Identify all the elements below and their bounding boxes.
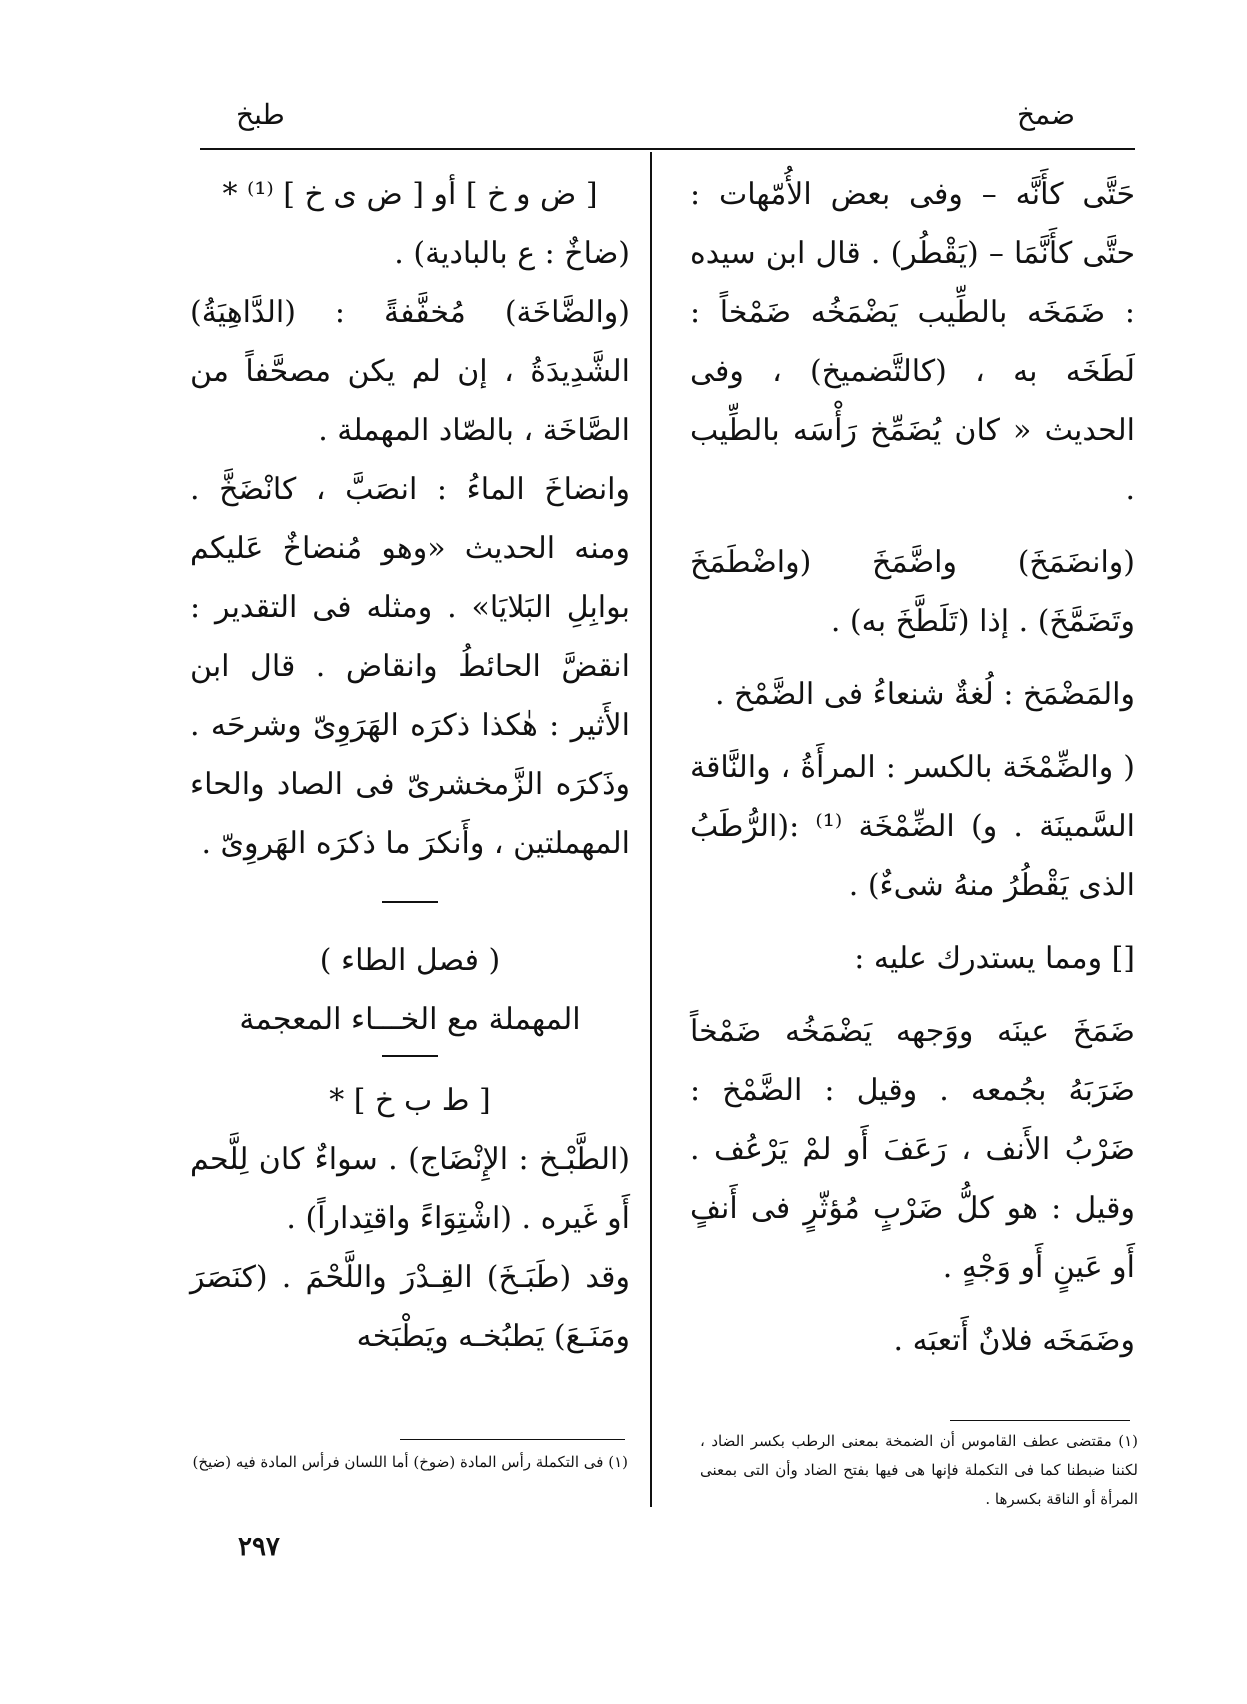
right-paragraph-4: ( والضِّمْخَة بالكسر : المرأَةُ ، والنَّاقة السَّمينَة . و) الضِّمْخَة ⁽¹⁾ :(الرُّطَبُ الذى يَقْطُرُ منهُ شىءٌ) .	[690, 750, 1135, 903]
header-left-word: طبخ	[236, 98, 285, 131]
footnote-rule-right	[950, 1420, 1130, 1421]
section-subtitle-rule	[382, 1055, 438, 1057]
entry-heading-tbkh: [ ط ب خ ] *	[329, 1083, 491, 1118]
left-paragraph-4: (الطَّبْـخ : الإِنْضَاج) . سواءٌ كان لِلَّحم أَو غَيره . (اشْتِوَاءً واقتِداراً) .	[190, 1142, 630, 1236]
right-paragraph-3: والمَضْمَخ : لُغةٌ شنعاءُ فى الضَّمْخ .	[714, 677, 1135, 712]
right-column	[690, 165, 1135, 1370]
page-number: ٢٩٧	[238, 1532, 280, 1562]
footnote-right: (١) مقتضى عطف القاموس أن الضمخة بمعنى الرطب بكسر الضاد ، لكننا ضبطنا كما فى التكملة فإنها هى فيها بفتح الضاد وأن التى بمعنى المرأة أو الناقة بكسرها .	[700, 1432, 1138, 1508]
right-paragraph-7: وضَمَخَه فلانٌ أَتعبَه .	[893, 1323, 1135, 1358]
entry-heading-dwkh: [ ض و خ ] أو [ ض ى خ ] ⁽¹⁾ *	[222, 177, 598, 212]
section-separator	[382, 901, 438, 903]
section-title: ( فصل الطاء )	[319, 943, 501, 978]
left-paragraph-1: (ضاخٌ : ع بالبادية) .	[394, 236, 630, 271]
left-paragraph-3: وانضاخَ الماءُ : انصَبَّ ، كانْضَخَّ . ومنه الحديث «وهو مُنضاخٌ عَليكم بوابِلِ البَلايَا» . ومثله فى التقدير : انقضَّ الحائطُ وانقاض . قال ابن الأَثير : هٰكذا ذكرَه الهَرَوِىّ وشرحَه . وذَكرَه الزَّمخشرىّ فى الصاد والحاء المهملتين ، وأَنكرَ ما ذكرَه الهَروِىّ .	[190, 472, 630, 861]
right-paragraph-6: ضَمَخَ عينَه ووَجهه يَضْمَخُه ضَمْخاً ضَرَبَهُ بجُمعه . وقيل : الضَّمْخ : ضَرْبُ الأَنف ، رَعَفَ أَو لمْ يَرْعُف . وقيل : هو كلُّ ضَرْبٍ مُؤثّرٍ فى أَنفٍ أَو عَينٍ أَو وَجْهٍ .	[690, 1014, 1135, 1285]
footnote-rule-left	[400, 1439, 625, 1440]
left-paragraph-2: (والضَّاخَة) مُخفَّفةً : (الدَّاهِيَةُ) الشَّدِيدَةُ ، إن لم يكن مصحَّفاً من الصَّاخَة ، بالصّاد المهملة .	[190, 295, 630, 448]
column-divider	[650, 152, 652, 1507]
right-paragraph-2: (وانضَمَخَ) واضَّمَخَ (واضْطَمَخَ وتَضَمَّخَ) . إذا (تَلَطَّخَ به) .	[690, 545, 1135, 639]
left-paragraph-5: وقد (طَبَـخَ) القِـدْرَ واللَّحْمَ . (كنَصَرَ ومَنَـعَ) يَطبُخـه ويَطْبَخه	[190, 1260, 630, 1354]
right-paragraph-5: [] ومما يستدرك عليه :	[854, 941, 1135, 976]
section-subtitle: المهملة مع الخـــاء المعجمة	[239, 1002, 581, 1037]
header-right-word: ضمخ	[1016, 98, 1075, 131]
footnote-left: (١) فى التكملة رأس المادة (ضوخ) أما اللسان فرأس المادة فيه (ضيخ)	[192, 1453, 628, 1471]
header-rule	[200, 148, 1135, 150]
right-paragraph-1: حَتَّى كأَنَّه – وفى بعض الأُمّهات : حتَّى كأَنَّمَا – (يَقْطُر) . قال ابن سيده : ضَمَخَه بالطِّيب يَضْمَخُه ضَمْخاً : لَطَخَه به ، (كالتَّضميخ) ، وفى الحديث « كان يُضَمِّخ رَأْسَه بالطِّيب .	[690, 177, 1135, 507]
left-column	[190, 165, 630, 1366]
